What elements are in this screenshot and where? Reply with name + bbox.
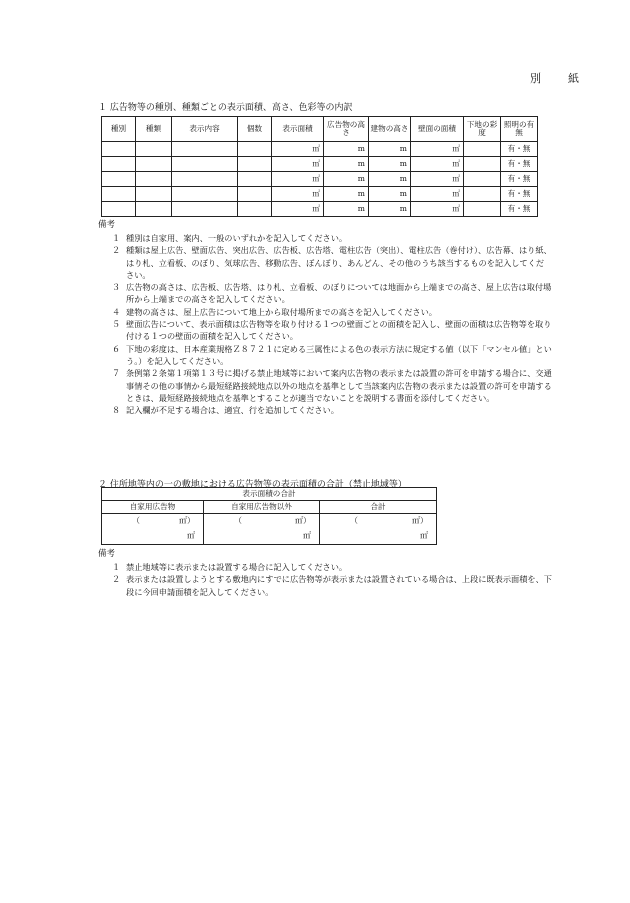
col-header: 下地の彩度: [464, 117, 501, 142]
new-area-unit: ㎡: [420, 531, 429, 541]
table-row: [102, 157, 538, 172]
table-cell[interactable]: ㎡: [272, 157, 324, 172]
table-cell[interactable]: m: [324, 187, 369, 202]
table-cell[interactable]: [136, 172, 172, 187]
table-cell[interactable]: 有・無: [501, 172, 538, 187]
table-cell[interactable]: 有・無: [501, 187, 538, 202]
table-cell[interactable]: ㎡: [272, 142, 324, 157]
table-cell[interactable]: m: [369, 157, 411, 172]
table-cell[interactable]: m: [369, 187, 411, 202]
open-paren: （: [132, 516, 140, 525]
note-item: [112, 232, 552, 244]
note-item: [112, 318, 552, 343]
note-text: 建物の高さは、屋上広告について地上から取付場所までの高さを記入してください。: [126, 306, 437, 317]
note-number: ６: [112, 343, 121, 354]
total-area-cell[interactable]: [320, 514, 437, 545]
col-header: 壁面の面積: [411, 117, 464, 142]
table-cell[interactable]: m: [324, 172, 369, 187]
table-cell[interactable]: [102, 202, 136, 217]
col-header: 建物の高さ: [369, 117, 411, 142]
col-header: 個数: [238, 117, 272, 142]
note-number: ４: [112, 306, 121, 317]
table-cell[interactable]: [102, 172, 136, 187]
table-cell[interactable]: [102, 157, 136, 172]
table-cell[interactable]: ㎡: [411, 142, 464, 157]
note-text: 下地の彩度は、日本産業規格Ｚ８７２１に定める三属性による色の表示方法に規定する値（以下「マンセル値」という。）を記入してください。: [126, 343, 552, 366]
table-cell[interactable]: [238, 187, 272, 202]
attachment-label: 別 紙: [530, 72, 587, 85]
note-number: ８: [112, 405, 121, 416]
table-cell[interactable]: m: [369, 172, 411, 187]
table-cell[interactable]: [102, 187, 136, 202]
note-number: ３: [112, 282, 121, 293]
existing-area-unit: ㎡）: [179, 516, 195, 525]
col-header: 表示面積: [272, 117, 324, 142]
note-item: [112, 343, 552, 368]
table-cell[interactable]: [172, 142, 238, 157]
table-cell[interactable]: m: [324, 157, 369, 172]
note-text: 記入欄が不足する場合は、適宜、行を追加してください。: [126, 405, 339, 416]
existing-area-unit: ㎡）: [295, 516, 311, 525]
table-cell[interactable]: 有・無: [501, 202, 538, 217]
table-cell[interactable]: ㎡: [272, 172, 324, 187]
table-cell[interactable]: [172, 172, 238, 187]
table-cell[interactable]: [464, 187, 501, 202]
table-cell[interactable]: m: [324, 142, 369, 157]
note-item: [112, 573, 552, 598]
section2-title: ２ 住所地等内の一の敷地における広告物等の表示面積の合計（禁止地域等）: [98, 480, 407, 490]
table-cell[interactable]: [172, 202, 238, 217]
note-text: 壁面広告について、表示面積は広告物等を取り付ける１つの壁面ごとの面積を記入し、壁面の面積は広告物等を取り付ける１つの壁面の面積を記入してください。: [126, 319, 552, 342]
note-number: ７: [112, 368, 121, 379]
new-area-unit: ㎡: [187, 531, 195, 541]
existing-area-unit: ㎡）: [412, 516, 429, 525]
note-item: [112, 561, 552, 573]
note-number: ２: [112, 574, 121, 585]
col-header: 自家用広告物: [102, 501, 204, 514]
group-header: 表示面積の合計: [102, 488, 437, 501]
open-paren: （: [350, 516, 358, 525]
table-cell[interactable]: ㎡: [411, 202, 464, 217]
table-cell[interactable]: [238, 142, 272, 157]
table-cell[interactable]: ㎡: [411, 157, 464, 172]
col-header: 自家用広告物以外: [204, 501, 320, 514]
note-text: 種類は屋上広告、壁面広告、突出広告、広告板、広告塔、電柱広告（突出）、電柱広告（巻付け）、広告幕、はり紙、はり札、立看板、のぼり、気球広告、移動広告、ぼんぼり、あんどん、その他のうち該当するものを記入してください。: [126, 245, 552, 280]
table-cell[interactable]: [464, 157, 501, 172]
table-row: [102, 172, 538, 187]
open-paren: （: [234, 516, 242, 525]
table-cell[interactable]: [172, 187, 238, 202]
table-cell[interactable]: ㎡: [272, 202, 324, 217]
note-number: １: [112, 233, 121, 243]
table-cell[interactable]: [102, 142, 136, 157]
table-cell[interactable]: 有・無: [501, 142, 538, 157]
table-cell[interactable]: 有・無: [501, 157, 538, 172]
note-number: １: [112, 562, 121, 572]
table-cell[interactable]: [464, 142, 501, 157]
section1-title: １ 広告物等の種別、種類ごとの表示面積、高さ、色彩等の内訳: [98, 103, 353, 113]
notes-list: [112, 232, 552, 416]
table-cell[interactable]: [464, 172, 501, 187]
remarks-label: 備考: [98, 220, 116, 230]
table-row: [102, 202, 538, 217]
note-item: [112, 367, 552, 404]
note-number: ５: [112, 319, 121, 330]
table-cell[interactable]: [136, 187, 172, 202]
note-item: [112, 404, 552, 416]
note-text: 条例第２条第１項第１３号に掲げる禁止地域等において案内広告物の表示または設置の許可を申請する場合に、交通事情その他の事情から最短経路接続地点以外の地点を基準として当該案内広告物の表示または設置の許可を申請するときは、最短経路接続地点を基準とすることが適当でないことを説明する書面を添付してください。: [126, 368, 552, 403]
table-cell[interactable]: [238, 157, 272, 172]
table-row: [102, 142, 538, 157]
col-header: 広告物の高さ: [324, 117, 369, 142]
note-text: 禁止地域等に表示または設置する場合に記入してください。: [126, 562, 348, 572]
note-text: 広告物の高さは、広告板、広告塔、はり札、立看板、のぼりについては地面から上端までの高さ、屋上広告は取付場所から上端までの高さを記入してください。: [126, 282, 552, 305]
col-header: 種別: [102, 117, 136, 142]
table-header-row: [102, 117, 538, 142]
col-header: 合計: [320, 501, 437, 514]
note-number: ２: [112, 245, 121, 256]
table-cell[interactable]: [238, 202, 272, 217]
table-cell[interactable]: ㎡: [411, 172, 464, 187]
table-cell[interactable]: [238, 172, 272, 187]
note-item: [112, 244, 552, 281]
table-cell[interactable]: m: [324, 202, 369, 217]
col-header: 照明の有無: [501, 117, 538, 142]
table-row: [102, 187, 538, 202]
breakdown-table: [101, 116, 538, 217]
table-cell[interactable]: [464, 202, 501, 217]
note-item: [112, 281, 552, 306]
notes-list: [112, 561, 552, 598]
table-cell[interactable]: [136, 142, 172, 157]
new-area-unit: ㎡: [303, 531, 311, 541]
table-cell[interactable]: [172, 157, 238, 172]
note-text: 種別は自家用、案内、一般のいずれかを記入してください。: [126, 233, 348, 243]
total-area-cell[interactable]: [204, 514, 320, 545]
total-area-cell[interactable]: [102, 514, 204, 545]
table-cell[interactable]: m: [369, 142, 411, 157]
table-cell[interactable]: m: [369, 202, 411, 217]
col-header: 種類: [136, 117, 172, 142]
col-header: 表示内容: [172, 117, 238, 142]
table-cell[interactable]: ㎡: [272, 187, 324, 202]
total-area-table: [101, 487, 437, 545]
note-text: 表示または設置しようとする敷地内にすでに広告物等が表示または設置されている場合は、上段に既表示面積を、下段に今回申請面積を記入してください。: [126, 574, 552, 597]
note-item: [112, 306, 552, 318]
table-cell[interactable]: [136, 202, 172, 217]
remarks-label: 備考: [98, 549, 116, 559]
table-cell[interactable]: ㎡: [411, 187, 464, 202]
table-cell[interactable]: [136, 157, 172, 172]
